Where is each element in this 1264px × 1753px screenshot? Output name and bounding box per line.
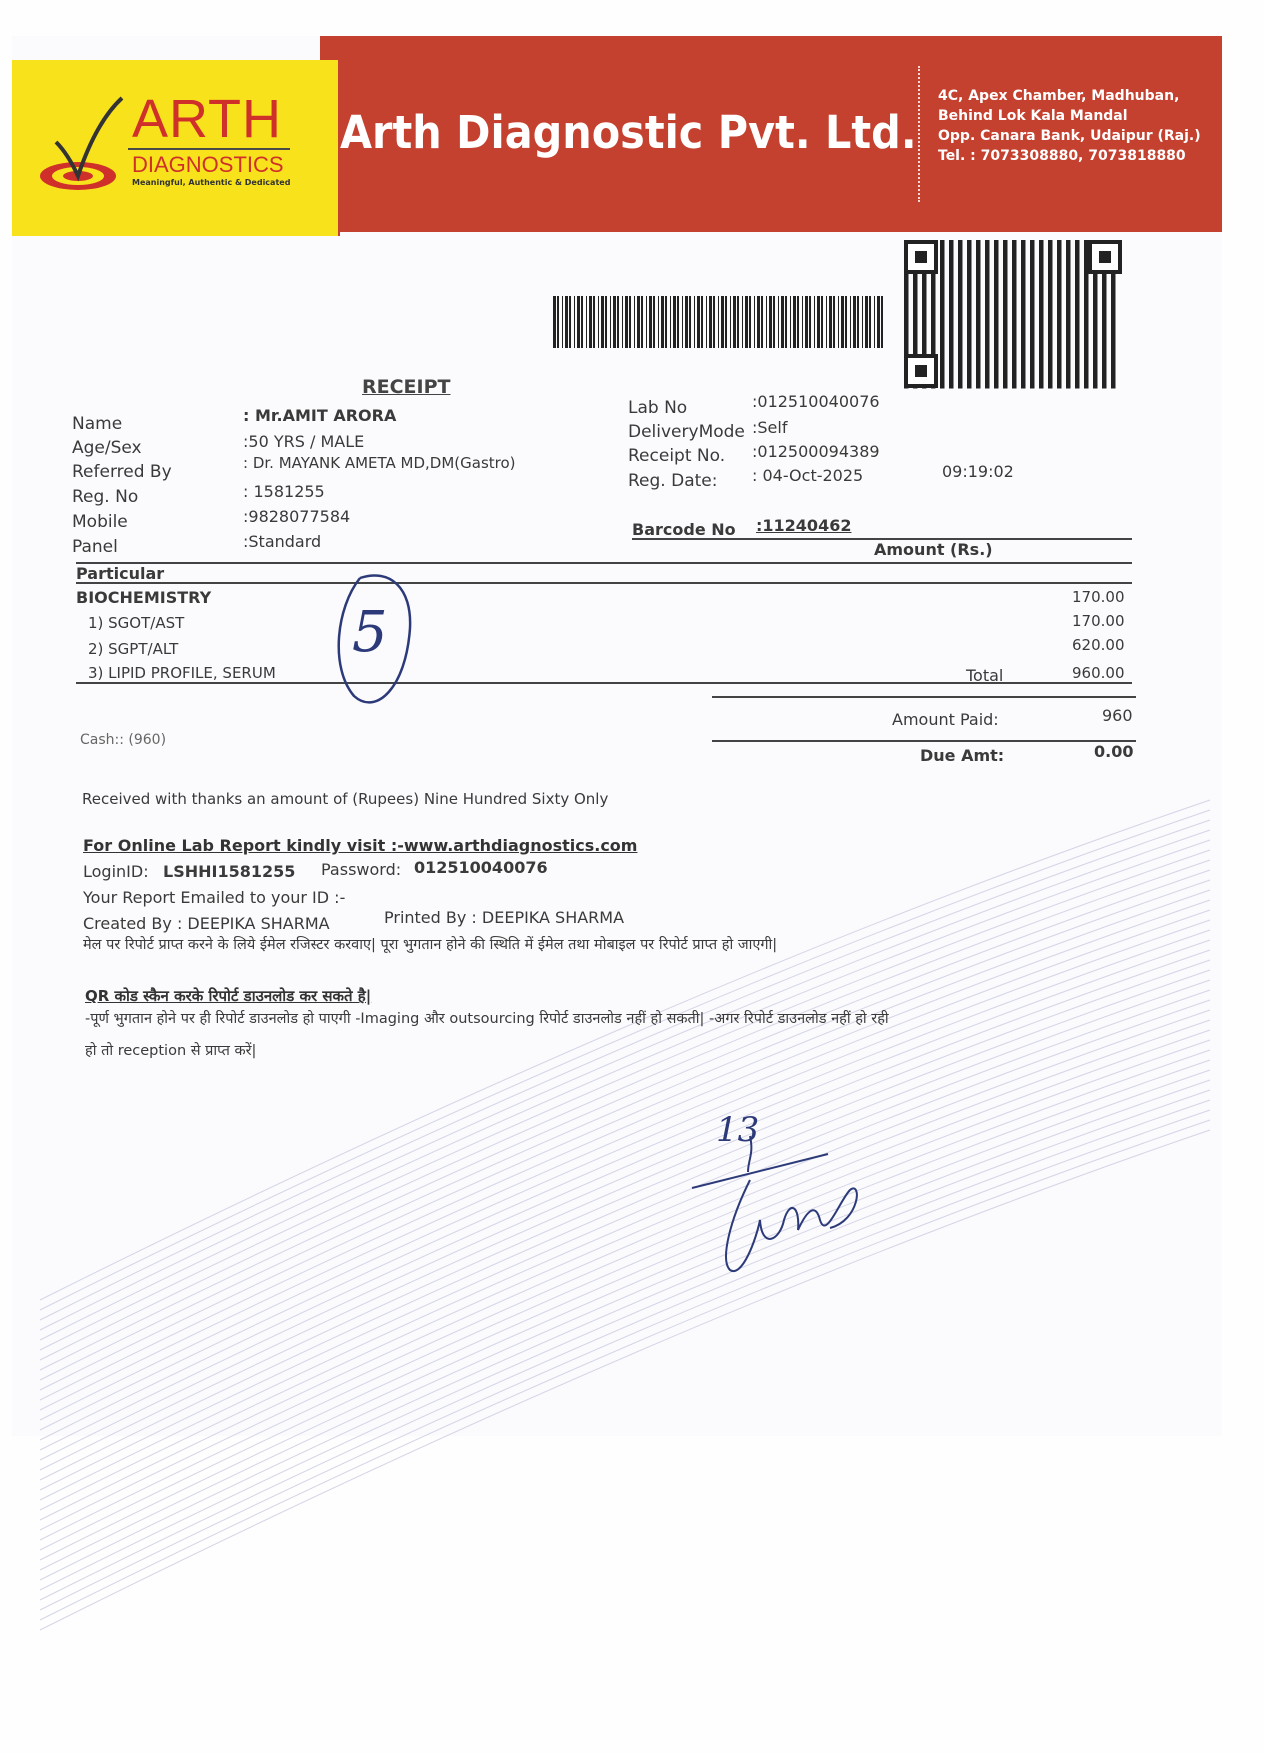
section-title: BIOCHEMISTRY bbox=[76, 588, 212, 607]
row-amount: 170.00 bbox=[1072, 612, 1125, 630]
receipt-title: RECEIPT bbox=[362, 376, 451, 398]
regno-label: Reg. No bbox=[72, 487, 139, 507]
receipt-number: :012500094389 bbox=[752, 442, 880, 461]
emailed-text: Your Report Emailed to your ID :- bbox=[83, 888, 346, 907]
handwritten-signature: 13 bbox=[690, 1110, 870, 1280]
barcode-number: :11240462 bbox=[756, 516, 852, 535]
password-label: Password: bbox=[321, 860, 402, 879]
paid-amount: 960 bbox=[1102, 706, 1133, 725]
patient-agesex: :50 YRS / MALE bbox=[243, 432, 365, 451]
agesex-label: Age/Sex bbox=[72, 438, 142, 458]
handwritten-circled-mark: 5 bbox=[330, 568, 414, 708]
regdate-label: Reg. Date: bbox=[628, 471, 718, 491]
online-report-link[interactable]: For Online Lab Report kindly visit :-www.arthdiagnostics.com bbox=[83, 836, 638, 855]
login-id: LSHHI1581255 bbox=[163, 862, 296, 881]
total-amount: 960.00 bbox=[1072, 664, 1125, 682]
hindi-email-note: मेल पर रिपोर्ट प्राप्त करने के लिये ईमेल रजिस्टर करवाए| पूरा भुगतान होने की स्थिति में ईमेल तथा मोबाइल पर रिपोर्ट प्राप्त हो जाएगी| bbox=[83, 937, 778, 953]
cash-paid: Cash:: (960) bbox=[80, 732, 167, 748]
paid-rule bbox=[712, 740, 1136, 742]
reg-number: : 1581255 bbox=[243, 482, 325, 501]
panel-value: :Standard bbox=[243, 532, 322, 551]
due-label: Due Amt: bbox=[920, 746, 1005, 765]
received-text: Received with thanks an amount of (Rupees) Nine Hundred Sixty Only bbox=[82, 790, 609, 808]
delivery-label: DeliveryMode bbox=[628, 422, 745, 442]
labno-label: Lab No bbox=[628, 398, 688, 418]
delivery-mode: :Self bbox=[752, 418, 788, 437]
header-rule bbox=[76, 562, 1132, 564]
barcode-label: Barcode No bbox=[632, 520, 736, 539]
reg-time: 09:19:02 bbox=[942, 462, 1014, 481]
printed-by: Printed By : DEEPIKA SHARMA bbox=[384, 908, 625, 927]
total-rule bbox=[712, 696, 1136, 698]
row-amount: 620.00 bbox=[1072, 636, 1125, 654]
address-line: Opp. Canara Bank, Udaipur (Raj.) bbox=[938, 128, 1201, 144]
table-row: 3) LIPID PROFILE, SERUM bbox=[88, 664, 276, 682]
header-divider bbox=[918, 66, 920, 202]
particular-header: Particular bbox=[76, 564, 165, 583]
header-bottom-rule bbox=[76, 582, 1132, 584]
logo-subtitle: DIAGNOSTICS bbox=[132, 152, 284, 177]
qr-code-image bbox=[904, 240, 1126, 390]
qr-download-note: QR कोड स्कैन करके रिपोर्ट डाउनलोड कर सकते है| bbox=[85, 987, 372, 1005]
logo-divider bbox=[128, 148, 290, 150]
paid-label: Amount Paid: bbox=[892, 710, 999, 729]
table-row: 2) SGPT/ALT bbox=[88, 640, 179, 658]
target-check-logo-icon bbox=[36, 92, 132, 192]
patient-name: : Mr.AMIT ARORA bbox=[243, 406, 397, 425]
referred-label: Referred By bbox=[72, 462, 172, 482]
barcode-image bbox=[553, 296, 889, 352]
row-amount: 170.00 bbox=[1072, 588, 1125, 606]
hindi-download-note: -पूर्ण भुगतान होने पर ही रिपोर्ट डाउनलोड हो पाएगी -Imaging और outsourcing रिपोर्ट डाउनलोड नहीं हो सकती| -अगर रिपोर्ट डाउनलोड नहीं हो रही bbox=[85, 1011, 889, 1027]
mobile-number: :9828077584 bbox=[243, 507, 351, 526]
created-by: Created By : DEEPIKA SHARMA bbox=[83, 914, 330, 933]
referred-by: : Dr. MAYANK AMETA MD,DM(Gastro) bbox=[243, 454, 516, 472]
due-amount: 0.00 bbox=[1094, 742, 1134, 761]
logo-tagline: Meaningful, Authentic & Dedicated bbox=[132, 178, 291, 187]
address-line: Behind Lok Kala Mandal bbox=[938, 108, 1128, 124]
logo-name: ARTH bbox=[132, 89, 283, 149]
amount-header: Amount (Rs.) bbox=[874, 540, 993, 559]
address-line: 4C, Apex Chamber, Madhuban, bbox=[938, 88, 1180, 104]
password-value: 012510040076 bbox=[414, 858, 548, 877]
lab-number: :012510040076 bbox=[752, 392, 880, 411]
total-label: Total bbox=[966, 666, 1004, 685]
hindi-reception-note: हो तो reception से प्राप्त करें| bbox=[85, 1043, 257, 1059]
company-name: Arth Diagnostic Pvt. Ltd. bbox=[340, 106, 917, 159]
mobile-label: Mobile bbox=[72, 512, 128, 532]
reg-date: : 04-Oct-2025 bbox=[752, 466, 864, 485]
address-line: Tel. : 7073308880, 7073818880 bbox=[938, 148, 1186, 164]
login-label: LoginID: bbox=[83, 862, 149, 881]
name-label: Name bbox=[72, 414, 123, 434]
receiptno-label: Receipt No. bbox=[628, 446, 726, 466]
table-row: 1) SGOT/AST bbox=[88, 614, 185, 632]
panel-label: Panel bbox=[72, 537, 118, 557]
